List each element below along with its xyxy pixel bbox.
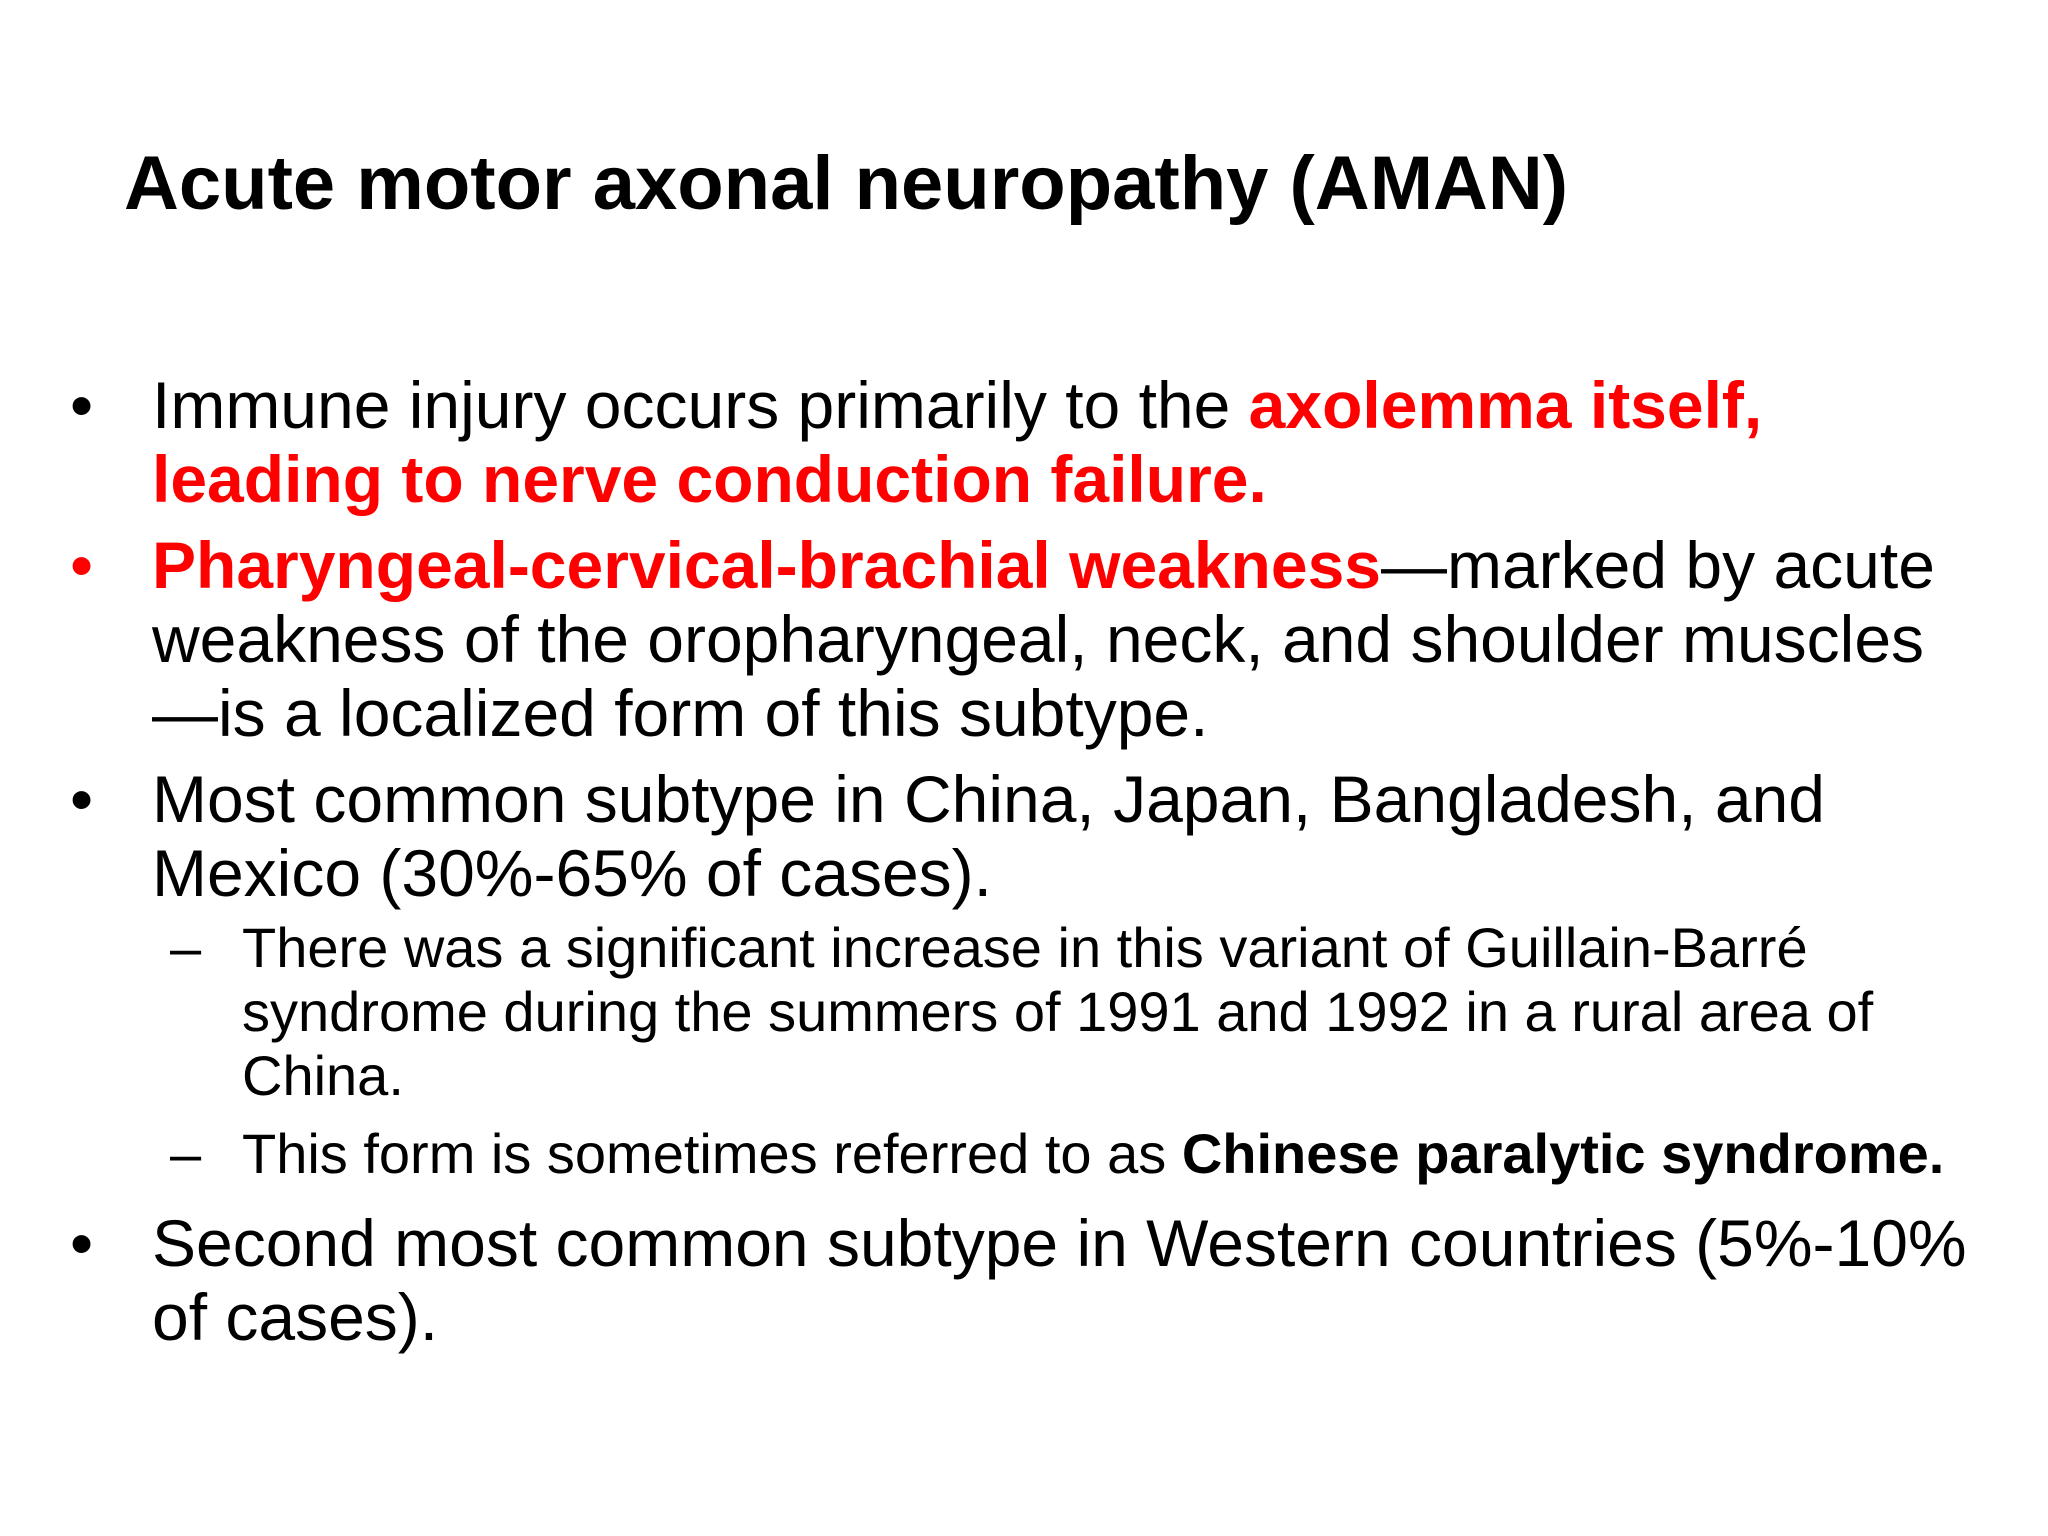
bullet-marker: • — [70, 368, 94, 442]
bullet-list — [68, 368, 1988, 1366]
bullet-highlight: Pharyngeal-cervical-brachial weakness — [152, 528, 1381, 602]
bullet-text: Immune injury occurs primarily to the — [152, 368, 1249, 442]
bullet-marker: • — [70, 762, 94, 836]
sub-bullet-item-1 — [68, 916, 1988, 1108]
bullet-item-1 — [68, 368, 1988, 516]
bullet-marker: • — [70, 528, 94, 602]
bullet-text: —marked by acute weakness of the oropharyngeal, neck, and shoulder muscles—is a localized form of this subtype. — [152, 528, 1935, 750]
sub-bullet-bold: Chinese paralytic syndrome. — [1181, 1122, 1945, 1185]
bullet-text: Most common subtype in China, Japan, Bangladesh, and Mexico (30%-65% of cases). — [152, 762, 1826, 910]
sub-bullet-marker: – — [170, 1122, 202, 1185]
slide-title: Acute motor axonal neuropathy (AMAN) — [124, 141, 1569, 226]
bullet-item-4 — [68, 1206, 1988, 1354]
sub-bullet-text: This form is sometimes referred to as — [242, 1122, 1182, 1185]
bullet-marker: • — [70, 1206, 94, 1280]
sub-bullet-item-2 — [68, 1122, 1988, 1186]
bullet-text: Second most common subtype in Western countries (5%-10% of cases). — [152, 1206, 1967, 1354]
bullet-item-3 — [68, 762, 1988, 910]
bullet-item-2 — [68, 528, 1988, 750]
sub-bullet-marker: – — [170, 916, 202, 979]
bullet-highlight: axolemma itself, leading to nerve conduction failure. — [152, 368, 1763, 516]
sub-bullet-text: There was a significant increase in this variant of Guillain-Barré syndrome during the summers of 1991 and 1992 in a rural area of China. — [242, 916, 1874, 1107]
